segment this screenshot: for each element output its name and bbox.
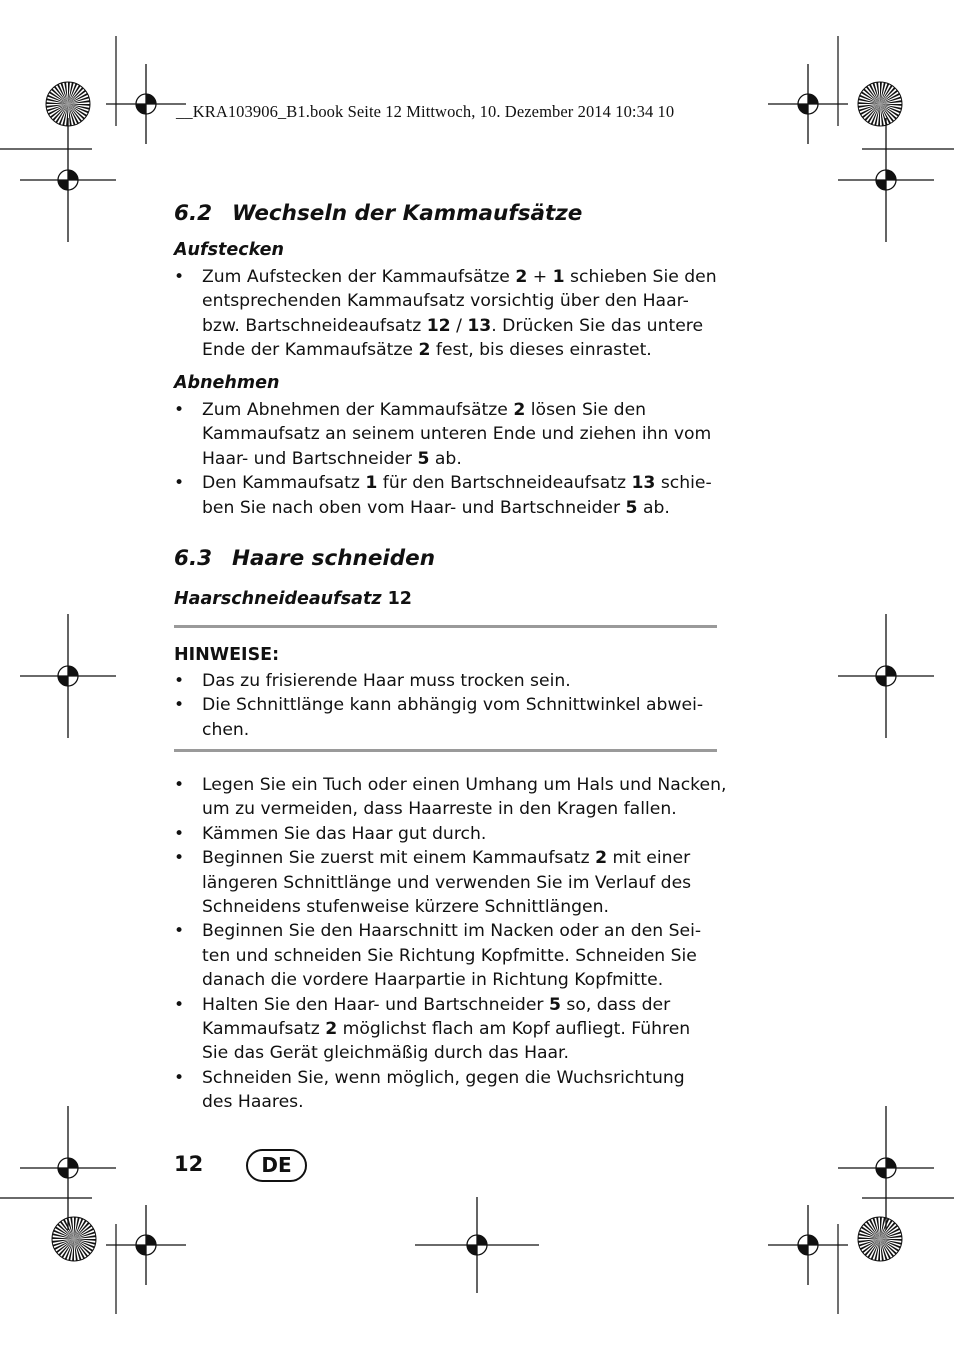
text-line [202, 993, 722, 1017]
section-heading-6-3 [174, 546, 435, 571]
text-run: längeren Schnittlänge und verwenden Sie im Verlauf des [202, 872, 692, 893]
text-line [202, 1066, 722, 1090]
subheading-abnehmen: Abnehmen [174, 373, 280, 393]
text-run: Sie das Gerät gleichmäßig durch das Haar. [202, 1043, 570, 1064]
text-run: Legen Sie ein Tuch oder einen Umhang um Hals und Nacken, [202, 775, 727, 795]
part-number-ref: 5 [548, 994, 561, 1015]
star-target-icon [858, 1217, 902, 1261]
list-item [174, 1066, 722, 1115]
text-run: entsprechenden Kammaufsatz vorsichtig über den Haar- [202, 291, 689, 312]
star-target-icon [858, 82, 902, 126]
text-run: Das zu frisierende Haar muss trocken sein. [202, 671, 571, 691]
text-run: ten und schneiden Sie Richtung Kopfmitte. Schneiden Sie [202, 945, 697, 966]
list-item [174, 669, 722, 693]
text-run: schieben Sie den [564, 267, 717, 287]
text-run: Haar- und Bartschneider [202, 448, 418, 469]
text-run: Zum Aufstecken der Kammaufsätze [202, 267, 516, 287]
text-line [202, 265, 722, 289]
star-target-icon [46, 82, 90, 126]
part-number-ref: 2 [513, 400, 526, 420]
text-run: schie- [655, 473, 712, 494]
text-run: Schneiden Sie, wenn möglich, gegen die Wuchsrichtung [202, 1067, 685, 1088]
part-number-ref: 12 [426, 315, 451, 336]
list-item [174, 822, 722, 846]
text-line [202, 718, 722, 742]
text-line [202, 968, 722, 992]
section-title: Wechseln der Kammaufsätze [232, 201, 583, 226]
text-line [202, 895, 722, 919]
subheading-aufstecken: Aufstecken [174, 240, 284, 260]
text-line [202, 314, 722, 338]
text-line [202, 1017, 722, 1041]
text-run: . Drücken Sie das untere [491, 315, 704, 336]
text-run: bzw. Bartschneideaufsatz [202, 315, 427, 336]
text-run: möglichst flach am Kopf aufliegt. Führen [337, 1019, 691, 1040]
list-item [174, 993, 722, 1066]
page-number: 12 [174, 1152, 204, 1176]
part-number-ref: 2 [418, 340, 431, 361]
text-run: ben Sie nach oben vom Haar- und Bartschneider [202, 497, 626, 518]
text-line [202, 289, 722, 313]
list-item [174, 398, 722, 471]
text-run: Kammaufsatz [202, 1019, 326, 1040]
text-run: des Haares. [202, 1092, 304, 1113]
subheading-haarschneideaufsatz [174, 589, 412, 609]
text-line [202, 471, 722, 495]
aufstecken-list [174, 265, 722, 363]
book-file-header: __KRA103906_B1.book Seite 12 Mittwoch, 10. Dezember 2014 10:34 10 [176, 102, 675, 121]
text-line [202, 944, 722, 968]
part-number-ref: 1 [365, 473, 378, 494]
language-badge: DE [246, 1149, 307, 1182]
text-line [202, 919, 722, 943]
text-run: Beginnen Sie den Haarschnitt im Nacken oder an den Sei- [202, 921, 702, 942]
part-number-ref: 2 [325, 1019, 338, 1040]
text-line [202, 669, 722, 693]
text-run: ab. [637, 497, 670, 518]
part-number-ref: 13 [631, 473, 656, 494]
text-run: um zu vermeiden, dass Haarreste in den Kragen fallen. [202, 799, 677, 820]
instructions-list [174, 773, 727, 1115]
text-line [202, 693, 722, 717]
text-line [202, 1041, 722, 1065]
text-run: so, dass der [560, 994, 671, 1015]
part-number-ref: 5 [625, 497, 638, 518]
section-title: Haare schneiden [232, 546, 436, 571]
text-run: Zum Abnehmen der Kammaufsätze [202, 400, 514, 420]
text-line [202, 773, 727, 797]
text-line [202, 447, 722, 471]
text-run: chen. [202, 719, 250, 740]
text-run: ab. [429, 448, 462, 469]
section-number: 6.3 [174, 546, 213, 571]
star-target-icon [52, 1217, 96, 1261]
text-run: Halten Sie den Haar- und Bartschneider [202, 994, 549, 1015]
text-run: Kammaufsatz an seinem unteren Ende und ziehen ihn vom [202, 424, 712, 445]
note-top-rule [174, 625, 717, 628]
text-line [202, 338, 722, 362]
text-run: Den Kammaufsatz [202, 473, 366, 494]
list-item [174, 265, 722, 363]
text-line [202, 422, 722, 446]
text-line [202, 1090, 722, 1114]
part-number-ref: 2 [595, 848, 608, 869]
text-line [202, 822, 722, 846]
text-run: Schneidens stufenweise kürzere Schnittlängen. [202, 897, 609, 918]
note-list [174, 669, 722, 742]
part-number-ref: 1 [552, 267, 565, 287]
text-run: + [527, 267, 553, 287]
text-run: für den Bartschneideaufsatz [377, 473, 632, 494]
list-item [174, 471, 722, 520]
text-run: danach die vordere Haarpartie in Richtung Kopfmitte. [202, 970, 664, 991]
part-number-ref: 2 [515, 267, 528, 287]
text-run: fest, bis dieses einrastet. [430, 340, 652, 361]
list-item [174, 773, 727, 822]
text-line [202, 871, 722, 895]
text-run: Kämmen Sie das Haar gut durch. [202, 823, 487, 844]
text-line [202, 496, 722, 520]
text-line [202, 797, 722, 821]
note-title: HINWEISE: [174, 645, 280, 665]
list-item [174, 693, 722, 742]
text-run: Beginnen Sie zuerst mit einem Kammaufsatz [202, 848, 596, 869]
list-item [174, 846, 722, 919]
text-run: Ende der Kammaufsätze [202, 340, 419, 361]
text-run: Die Schnittlänge kann abhängig vom Schnittwinkel abwei- [202, 695, 704, 716]
text-run: / [450, 315, 468, 336]
part-number-ref: 5 [417, 448, 430, 469]
text-line [202, 846, 722, 870]
text-line [202, 398, 722, 422]
text-run: mit einer [607, 848, 691, 869]
section-heading-6-2 [174, 201, 582, 226]
section-number: 6.2 [174, 201, 213, 226]
text-run: lösen Sie den [525, 400, 647, 420]
part-number-ref: 13 [467, 315, 492, 336]
part-reference: 12 [387, 589, 412, 609]
abnehmen-list [174, 398, 722, 520]
note-bottom-rule [174, 749, 717, 752]
list-item [174, 919, 722, 992]
subheading-label: Haarschneideaufsatz [174, 589, 382, 609]
